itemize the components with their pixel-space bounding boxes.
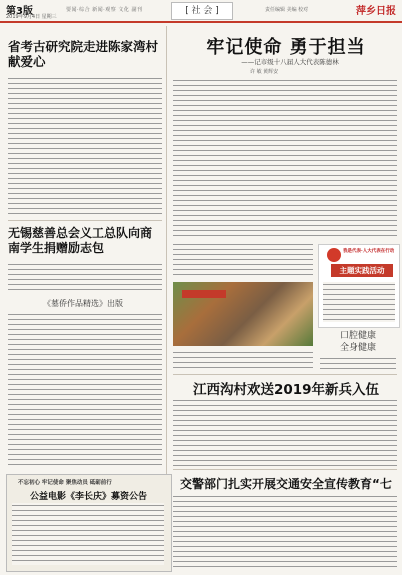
divider [173, 469, 397, 470]
promo-banner: 主题实践活动 [331, 264, 393, 277]
article-2-title[interactable]: 无锡慈善总会义工总队向商南学生捐赠励志包 [8, 226, 153, 255]
emblem-icon [327, 248, 341, 262]
main-body-mid [173, 242, 313, 278]
ad-tagline: 不忘初心 牢记使命 聚焦动员 砥砺前行 [18, 480, 112, 486]
header-rule [0, 21, 402, 23]
article-1-title[interactable]: 省考古研究院走进陈家湾村献爱心 [8, 39, 159, 69]
editor-line: 责任编辑 美编 校对 [265, 7, 309, 13]
main-body-top [173, 78, 397, 238]
newspaper-logo: 萍乡日报 [356, 6, 396, 17]
main-headline[interactable]: 牢记使命 勇于担当 [206, 37, 366, 58]
divider [8, 220, 162, 221]
article-2-body [8, 262, 162, 292]
section-label: [ 社 会 ] [171, 2, 233, 20]
ad-body [12, 503, 164, 565]
mid-body [173, 398, 397, 466]
main-subheadline: ——记市级十八届人大代表陈德林 [241, 58, 339, 66]
divider [173, 374, 397, 375]
mid-headline[interactable]: 江西沟村欢送2019年新兵入伍 [192, 382, 380, 398]
bottom-headline[interactable]: 交警部门扎实开展交通安全宣传教育“七 [180, 477, 392, 491]
handwriting-line-2: 全身健康 [339, 343, 376, 353]
article-3-body [8, 312, 162, 466]
main-byline: 许 敏 黄辉安 [250, 69, 279, 75]
handwriting [318, 330, 398, 354]
photo-banner [182, 290, 226, 298]
promo-body [323, 282, 395, 322]
top-nav: 要闻·综合 新闻·观察 文化 副刊 [66, 7, 143, 13]
bottom-body [173, 494, 397, 570]
promo-line-1: 我是代表·人大代表在行动 [343, 249, 395, 254]
article-1-body [8, 76, 162, 216]
page-version: 第3版 [6, 6, 33, 17]
main-body-bottom [173, 350, 313, 370]
page-date: 2019年9月4日 星期三 [6, 14, 57, 20]
ad-title[interactable]: 公益电影《李长庆》募资公告 [29, 492, 147, 502]
article-3-title[interactable]: 《墓侨作品精选》出版 [43, 299, 123, 308]
handwriting-caption [320, 356, 396, 372]
handwriting-line-1: 口腔健康 [339, 331, 376, 341]
